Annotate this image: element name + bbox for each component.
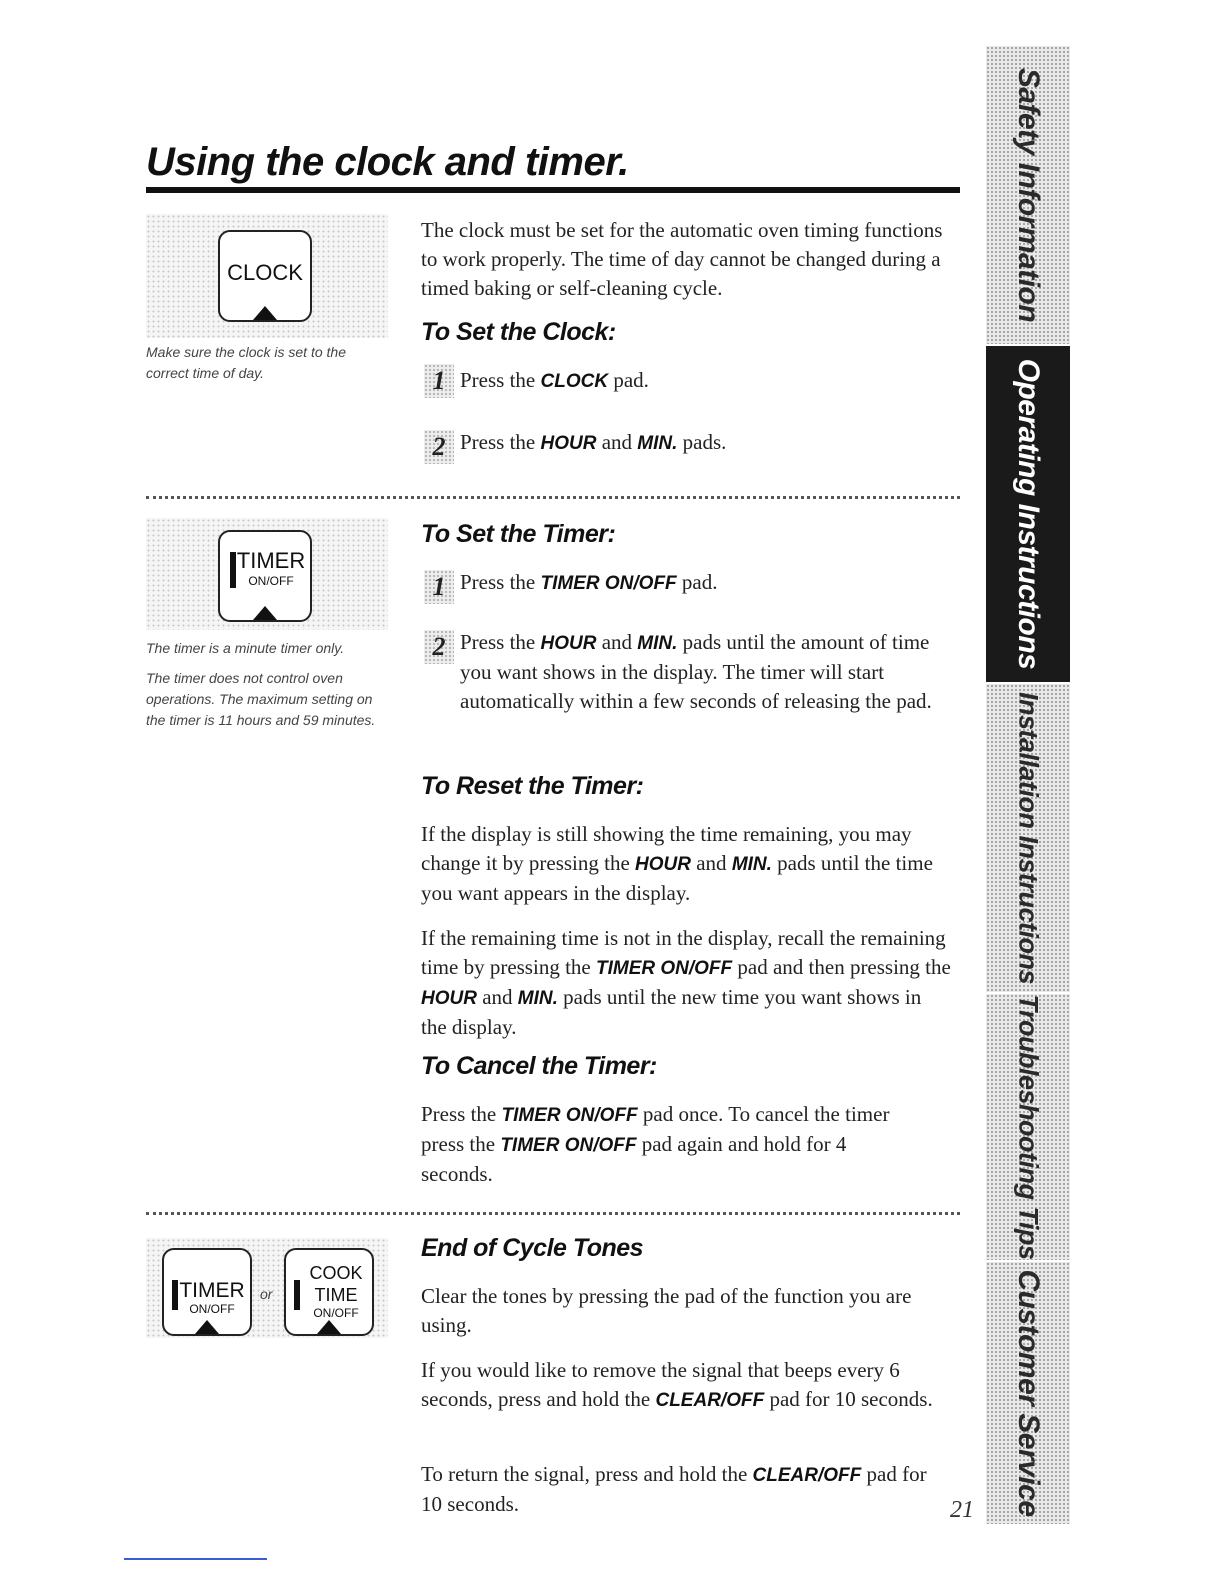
timer-pad-sublabel: ON/OFF bbox=[189, 1302, 235, 1316]
paragraph-text: pad and then pressing the bbox=[732, 955, 951, 979]
hour-pad-ref: HOUR bbox=[540, 433, 597, 454]
clock-pad-ref: CLOCK bbox=[540, 371, 609, 392]
timer-pad-label: TIMER bbox=[179, 1279, 245, 1302]
clock-step-1 bbox=[460, 366, 940, 396]
end-of-cycle-heading: End of Cycle Tones bbox=[421, 1234, 644, 1262]
step-number-1: 1 bbox=[424, 364, 454, 398]
clear-off-pad-ref: CLEAR/OFF bbox=[752, 1465, 862, 1486]
tab-label: Operating Instructions bbox=[1012, 358, 1045, 670]
step-text: Press the bbox=[460, 430, 541, 454]
clock-caption: Make sure the clock is set to the correct time of day. bbox=[146, 344, 346, 381]
step-text: pads until the amount of time you want shows in the display. The timer will start automatically within a few seconds of releasing the pad. bbox=[460, 630, 932, 713]
clock-pad bbox=[218, 230, 312, 322]
paragraph-text: pad for 10 seconds. bbox=[421, 1462, 927, 1516]
section-divider bbox=[146, 496, 960, 499]
step-text: pads. bbox=[677, 430, 727, 454]
paragraph-text: pads until the time you want appears in the display. bbox=[421, 851, 933, 905]
timer-caption-1: The timer is a minute timer only. bbox=[146, 640, 345, 656]
step-text: Press the bbox=[460, 368, 541, 392]
reset-timer-paragraph-1 bbox=[421, 820, 951, 908]
tab-customer-service[interactable] bbox=[986, 1262, 1070, 1524]
timer-onoff-pad-ref: TIMER ON/OFF bbox=[540, 573, 677, 594]
hour-pad-ref: HOUR bbox=[421, 988, 477, 1009]
tab-label: Troubleshooting Tips bbox=[1013, 994, 1044, 1260]
cancel-timer-heading: To Cancel the Timer: bbox=[421, 1052, 657, 1080]
step-text: and bbox=[596, 430, 638, 454]
page-number: 21 bbox=[950, 1497, 974, 1523]
paragraph-text: pad again and hold for 4 seconds. bbox=[421, 1132, 847, 1186]
tones-paragraph-3 bbox=[421, 1460, 951, 1519]
section-divider bbox=[146, 1212, 960, 1215]
paragraph-text: pad once. To cancel the timer press the bbox=[421, 1102, 890, 1156]
title-rule bbox=[146, 187, 960, 193]
tab-operating-instructions[interactable] bbox=[986, 346, 1070, 682]
set-clock-heading: To Set the Clock: bbox=[421, 318, 616, 346]
pad-tab-icon bbox=[317, 1320, 341, 1334]
set-timer-heading: To Set the Timer: bbox=[421, 520, 616, 548]
clock-pad-illustration bbox=[146, 214, 388, 338]
step-text: and bbox=[596, 630, 638, 654]
pad-tab-icon bbox=[253, 606, 277, 620]
step-text: Press the bbox=[460, 570, 541, 594]
step-text: pad. bbox=[608, 368, 649, 392]
tab-label: Installation Instructions bbox=[1013, 691, 1044, 985]
tab-troubleshooting-tips[interactable] bbox=[986, 994, 1070, 1260]
page-title: Using the clock and timer. bbox=[146, 140, 629, 184]
cook-time-pad-sublabel: ON/OFF bbox=[313, 1306, 359, 1320]
tones-pads-illustration bbox=[146, 1238, 388, 1338]
paragraph-text: Press the bbox=[421, 1102, 502, 1126]
clock-intro: The clock must be set for the automatic oven timing functions to work properly. The time of day cannot be changed during a timed baking or self-cleaning cycle. bbox=[421, 218, 943, 300]
timer-onoff-pad-ref: TIMER ON/OFF bbox=[595, 958, 733, 979]
paragraph-text: If you would like to remove the signal that beeps every 6 seconds, press and hold the bbox=[421, 1358, 900, 1411]
paragraph-text: pad for 10 seconds. bbox=[764, 1387, 933, 1411]
paragraph-text: If the display is still showing the time remaining, you may change it by pressing the bbox=[421, 822, 912, 875]
timer-pad-illustration bbox=[146, 518, 388, 630]
cook-time-pad-label-line2: TIME bbox=[314, 1285, 358, 1305]
or-text: or bbox=[260, 1286, 273, 1302]
timer-step-2 bbox=[460, 628, 960, 716]
timer-pad bbox=[162, 1248, 252, 1336]
clear-off-pad-ref: CLEAR/OFF bbox=[655, 1390, 765, 1411]
tab-safety-information[interactable] bbox=[986, 46, 1070, 344]
clock-step-2 bbox=[460, 428, 940, 458]
min-pad-ref: MIN. bbox=[637, 633, 678, 654]
bottom-underline bbox=[124, 1558, 267, 1560]
paragraph-text: and bbox=[476, 985, 518, 1009]
clock-pad-label: CLOCK bbox=[227, 260, 303, 285]
min-pad-ref: MIN. bbox=[731, 854, 772, 875]
tab-label: Safety Information bbox=[1012, 67, 1045, 323]
tab-installation-instructions[interactable] bbox=[986, 684, 1070, 992]
paragraph-text: and bbox=[690, 851, 732, 875]
min-pad-ref: MIN. bbox=[637, 433, 678, 454]
reset-timer-heading: To Reset the Timer: bbox=[421, 772, 644, 800]
step-number-2: 2 bbox=[424, 630, 454, 664]
timer-onoff-pad-ref: TIMER ON/OFF bbox=[501, 1105, 638, 1126]
timer-pad bbox=[218, 530, 312, 622]
paragraph-text: pads until the new time you want shows in the display. bbox=[421, 985, 922, 1039]
tones-paragraph-1: Clear the tones by pressing the pad of the function you are using. bbox=[421, 1284, 912, 1337]
step-text: pad. bbox=[676, 570, 718, 594]
reset-timer-paragraph-2 bbox=[421, 924, 951, 1042]
cook-time-pad-label-line1: COOK bbox=[309, 1263, 363, 1283]
cook-time-pad bbox=[284, 1248, 374, 1336]
cancel-timer-paragraph bbox=[421, 1100, 921, 1189]
hour-pad-ref: HOUR bbox=[635, 854, 691, 875]
tab-label: Customer Service bbox=[1012, 1269, 1045, 1517]
timer-pad-label: TIMER bbox=[236, 548, 306, 573]
hour-pad-ref: HOUR bbox=[540, 633, 597, 654]
section-tabs-sidebar bbox=[986, 46, 1070, 1524]
timer-onoff-pad-ref: TIMER ON/OFF bbox=[500, 1135, 637, 1156]
paragraph-text: To return the signal, press and hold the bbox=[421, 1462, 753, 1486]
step-number-1: 1 bbox=[424, 570, 454, 604]
min-pad-ref: MIN. bbox=[517, 988, 558, 1009]
pad-tab-icon bbox=[195, 1320, 219, 1334]
step-text: Press the bbox=[460, 630, 541, 654]
tones-paragraph-2 bbox=[421, 1356, 961, 1415]
timer-caption-2: The timer does not control oven operations. The maximum setting on the timer is 11 hours and 59 minutes. bbox=[146, 670, 376, 728]
paragraph-text: If the remaining time is not in the display, recall the remaining time by pressing the bbox=[421, 926, 946, 979]
timer-step-1 bbox=[460, 568, 940, 598]
step-number-2: 2 bbox=[424, 430, 454, 464]
pad-tab-icon bbox=[253, 306, 277, 320]
timer-pad-sublabel: ON/OFF bbox=[248, 574, 294, 588]
